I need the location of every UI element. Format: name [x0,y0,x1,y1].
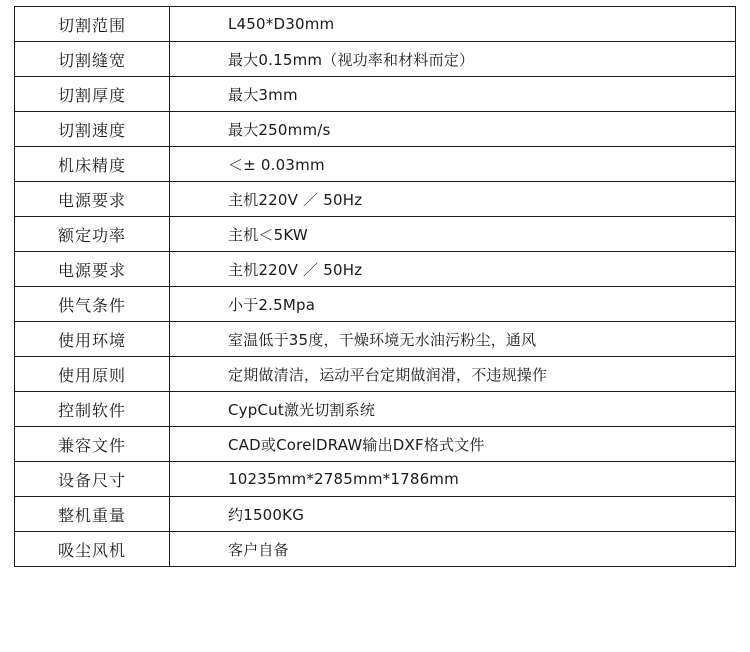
row-value: 约1500KG [170,497,736,532]
table-body [15,7,736,567]
table-row [15,182,736,217]
row-label: 控制软件 [15,392,170,427]
row-label: 兼容文件 [15,427,170,462]
row-label: 吸尘风机 [15,532,170,567]
row-label: 设备尺寸 [15,462,170,497]
table-row [15,217,736,252]
row-label: 机床精度 [15,147,170,182]
row-label: 额定功率 [15,217,170,252]
row-label: 切割速度 [15,112,170,147]
row-value: 室温低于35度，干燥环境无水油污粉尘，通风 [170,322,736,357]
table-row [15,287,736,322]
table-row [15,42,736,77]
row-value: 小于2.5Mpa [170,287,736,322]
row-value: 主机＜5KW [170,217,736,252]
table-row [15,112,736,147]
table-row [15,462,736,497]
row-label: 使用环境 [15,322,170,357]
table-row [15,147,736,182]
table-row [15,427,736,462]
table-row [15,357,736,392]
row-value: 主机220V ／ 50Hz [170,182,736,217]
row-label: 整机重量 [15,497,170,532]
table-row [15,392,736,427]
table-row [15,322,736,357]
table-row [15,7,736,42]
row-label: 供气条件 [15,287,170,322]
row-value: ＜± 0.03mm [170,147,736,182]
row-value: CypCut激光切割系统 [170,392,736,427]
row-value: 客户自备 [170,532,736,567]
table-row [15,252,736,287]
row-label: 切割范围 [15,7,170,42]
row-value: 最大3mm [170,77,736,112]
row-value: 主机220V ／ 50Hz [170,252,736,287]
table-row [15,497,736,532]
table-row [15,532,736,567]
specification-table [14,6,736,567]
row-value: 最大0.15mm（视功率和材料而定） [170,42,736,77]
row-value: 10235mm*2785mm*1786mm [170,462,736,497]
row-value: 定期做清洁，运动平台定期做润滑，不违规操作 [170,357,736,392]
row-label: 切割厚度 [15,77,170,112]
row-label: 使用原则 [15,357,170,392]
row-label: 电源要求 [15,182,170,217]
row-value: CAD或CorelDRAW输出DXF格式文件 [170,427,736,462]
table-row [15,77,736,112]
row-value: L450*D30mm [170,7,736,42]
row-label: 切割缝宽 [15,42,170,77]
row-value: 最大250mm/s [170,112,736,147]
row-label: 电源要求 [15,252,170,287]
